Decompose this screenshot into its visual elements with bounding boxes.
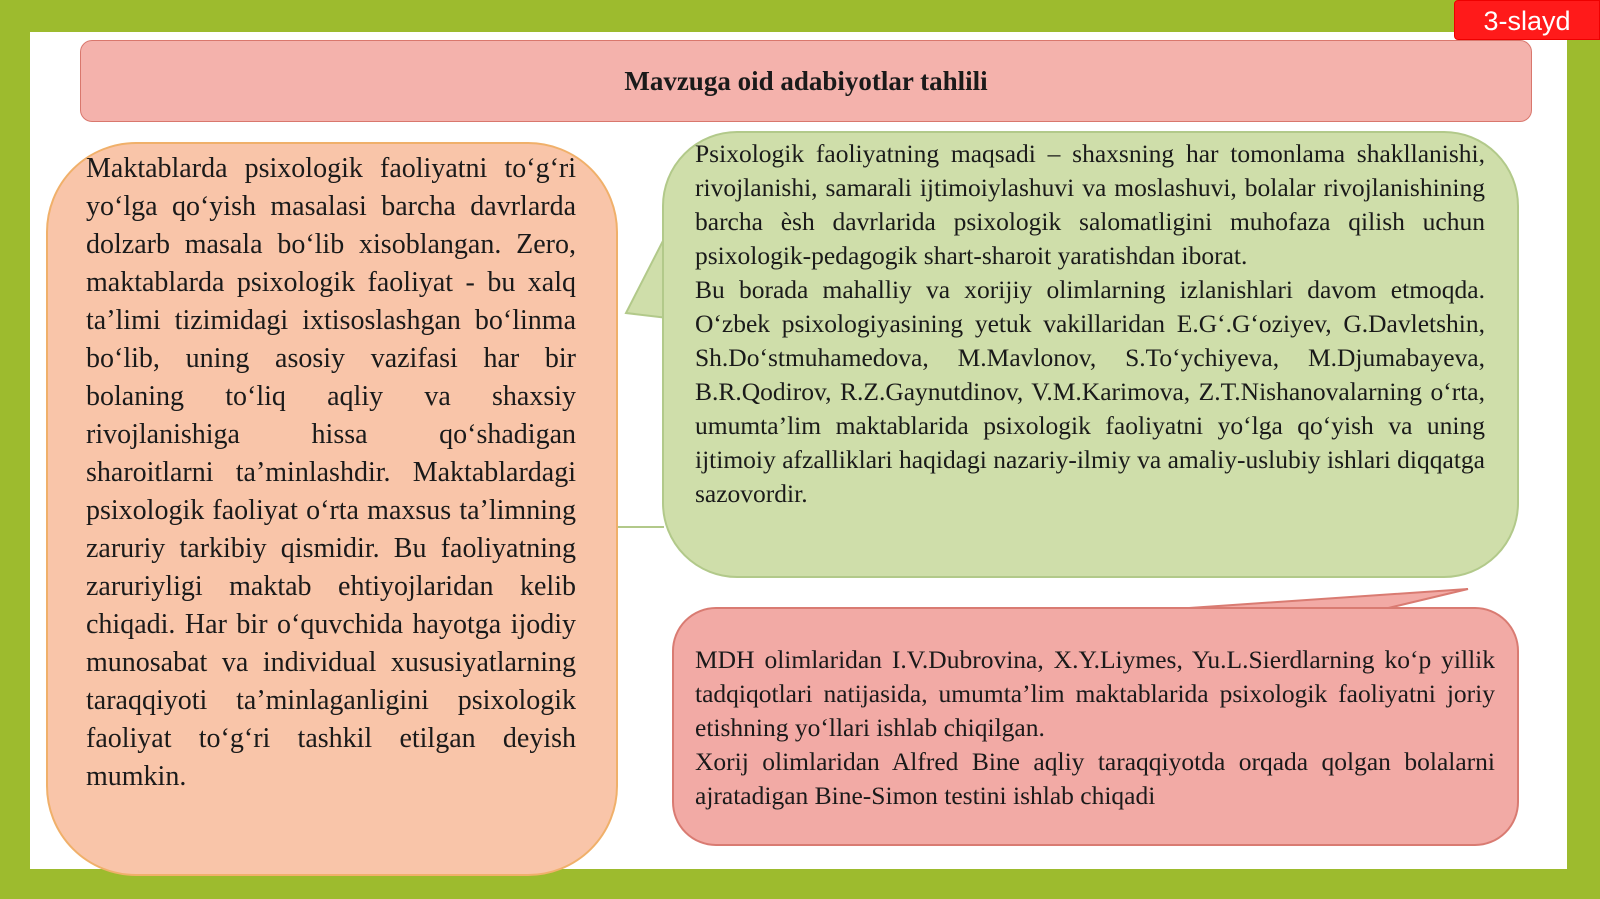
title-banner	[80, 40, 1532, 122]
left-panel-text: Maktablarda psixologik faoliyatni to‘g‘ri yo‘lga qo‘yish masalasi barcha davrlarda dolzarb masala bo‘lib xisoblangan. Zero, maktablarda psixologik faoliyat - bu xalq ta’limi tizimidagi ixtisoslashgan bo‘linma bo‘lib, uning asosiy vazifasi har bir bolaning to‘liq aqliy va shaxsiy rivojlanishiga hissa qo‘shadigan sharoitlarni ta’minlashdir. Maktablardagi psixologik faoliyat o‘rta maxsus ta’limning zaruriy tarkibiy qismidir. Bu faoliyatning zaruriyligi maktab ehtiyojlaridan kelib chiqadi. Har bir o‘quvchida hayotga ijodiy munosabat va individual xususiyatlarning taraqqiyoti ta’minlaganligini psixologik faoliyat to‘g‘ri tashkil etilgan deyish mumkin.	[86, 153, 576, 792]
green-paragraph-2: Bu borada mahalliy va xorijiy olimlarning izlanishlari davom etmoqda. O‘zbek psixologiyasining yetuk vakillaridan E.G‘.G‘oziyev, G.Davletshin, Sh.Do‘stmuhamedova, M.Mavlonov, S.To‘ychiyeva, M.Djumabayeva, B.R.Qodirov, R.Z.Gaynutdinov, V.M.Karimova, Z.T.Nishanovalarning o‘rta, umumta’lim maktablarida psixologik faoliyatni yo‘lga qo‘yish va uning ijtimoiy afzalliklari haqidagi nazariy-ilmiy va amaliy-uslubiy ishlari diqqatga sazovordir.	[695, 275, 1485, 508]
green-paragraph-1: Psixologik faoliyatning maqsadi – shaxsning har tomonlama shakllanishi, rivojlanishi, samarali ijtimoiylashuvi va moslashuvi, bolalar rivojlanishining barcha èsh davrlarida psixologik salomatligini muhofaza qilish uchun psixologik-pedagogik shart-sharoit yaratishdan iborat.	[695, 139, 1485, 270]
slide-title: Mavzuga oid adabiyotlar tahlili	[624, 65, 988, 96]
green-callout-text	[695, 137, 1485, 511]
red-callout-text	[695, 643, 1495, 813]
slide-number-badge: 3-slayd	[1454, 0, 1600, 40]
red-paragraph-2: Xorij olimlaridan Alfred Bine aqliy taraqqiyotda orqada qolgan bolalarni ajratadigan Bine-Simon testini ishlab chiqadi	[695, 747, 1495, 810]
red-paragraph-1: MDH olimlaridan I.V.Dubrovina, X.Y.Liymes, Yu.L.Sierdlarning ko‘p yillik tadqiqotlari natijasida, umumta’lim maktablarida psixologik faoliyatni joriy etishning yo‘llari ishlab chiqilgan.	[695, 645, 1495, 742]
